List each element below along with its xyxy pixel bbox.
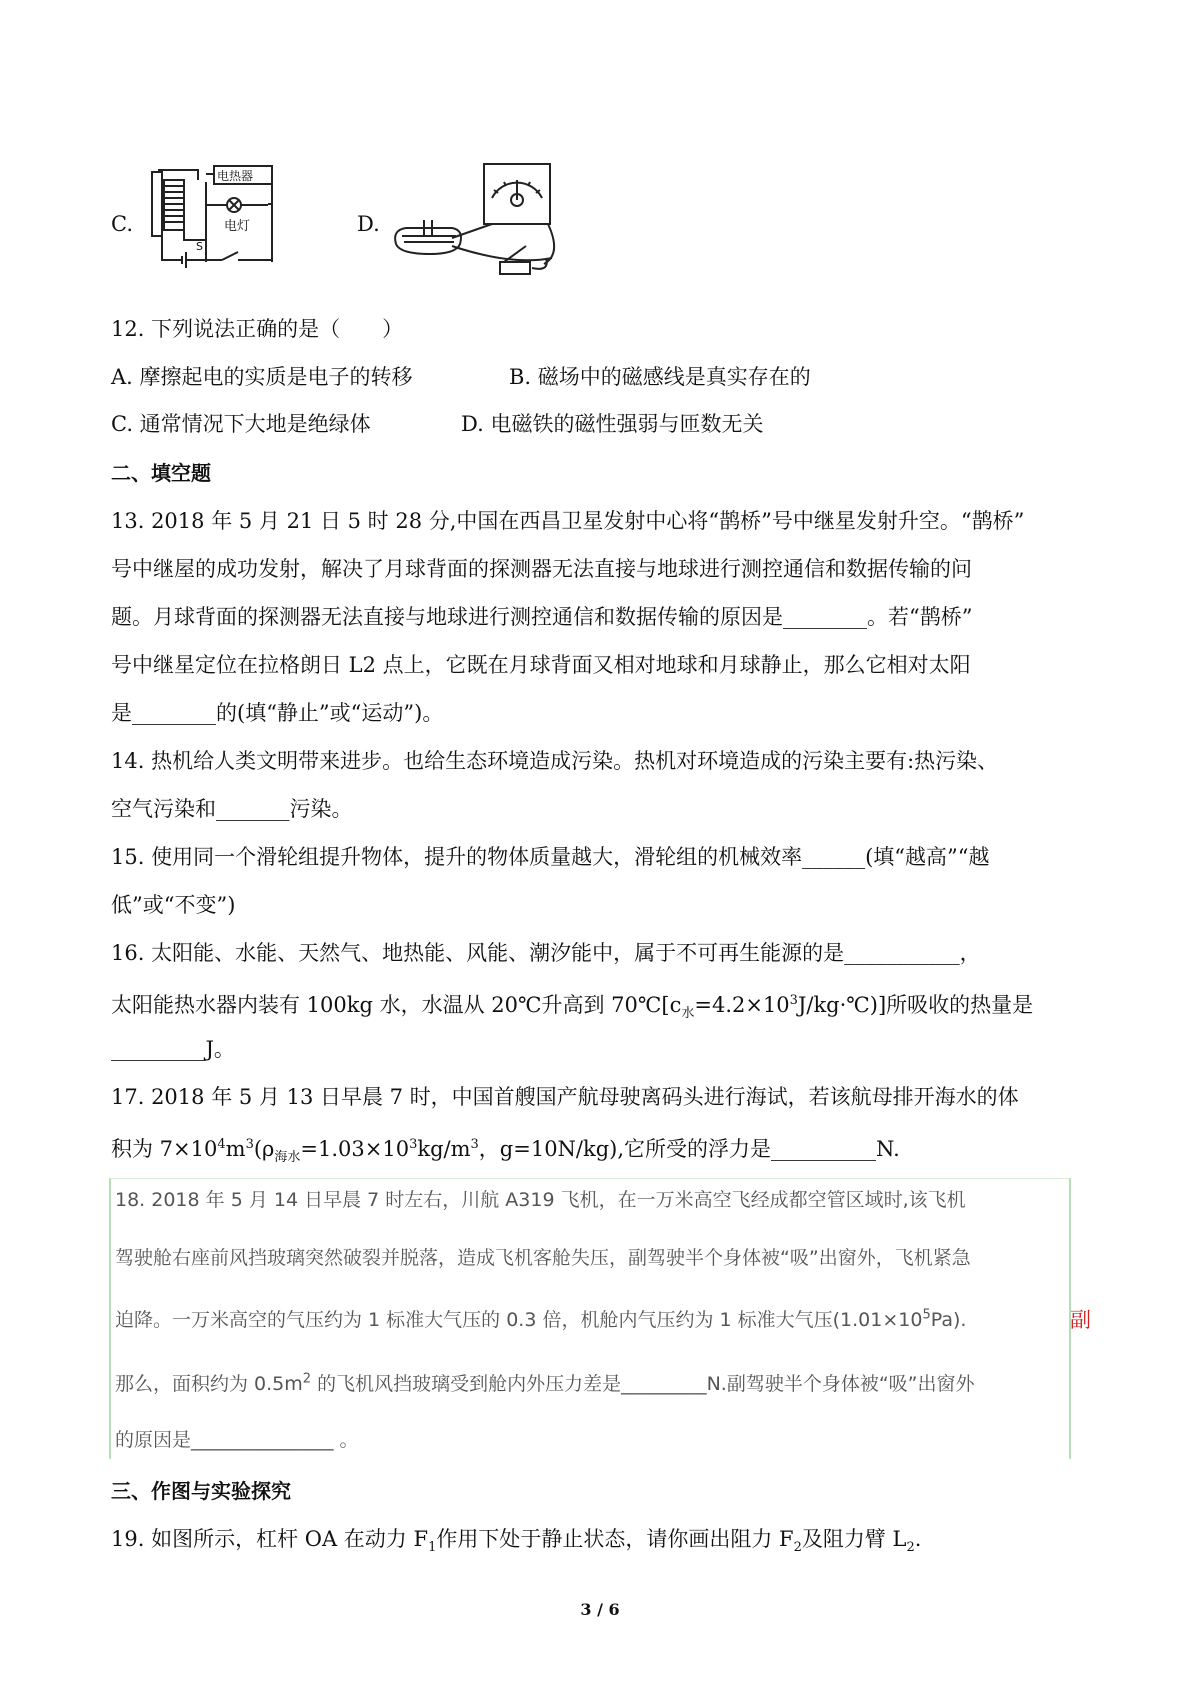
question-16-line-1: 16. 太阳能、水能、天然气、地热能、风能、潮汐能中，属于不可再生能源的是___________， bbox=[111, 941, 981, 965]
section-heading-fill-in: 二、填空题 bbox=[111, 461, 211, 485]
question-17-line-2: 积为 $7\times 10^4m^3(\rho_{海水}=1.03\times 10^3kg/m^3$，g=10N/kg),它所受的浮力是__________N. bbox=[111, 1137, 900, 1166]
question-12-option-d: D. 电磁铁的磁性强弱与匝数无关 bbox=[461, 412, 764, 436]
section-heading-drawing-experiment: 三、作图与实验探究 bbox=[111, 1479, 291, 1503]
option-c-label: C. bbox=[111, 212, 133, 236]
question-13-line-3: 题。月球背面的探测器无法直接与地球进行测控通信和数据传输的原因是________。若“鹊桥” bbox=[111, 605, 973, 629]
electromagnetic-relay-circuit-figure bbox=[148, 160, 276, 282]
option-d-label: D. bbox=[357, 212, 380, 236]
question-16-line-3: _________J。 bbox=[111, 1037, 235, 1061]
question-18-side-mark: 副 bbox=[1070, 1308, 1091, 1332]
galvanometer-induction-figure bbox=[392, 160, 567, 285]
question-18-line-3: 迫降。一万米高空的气压约为 1 标准大气压的 0.3 倍，机舱内气压约为 1 标准大气压$(1.01\times 10^5Pa)$. bbox=[115, 1307, 967, 1331]
question-18-line-1: 18. 2018 年 5 月 14 日早晨 7 时左右，川航 A319 飞机，在一万米高空飞经成都空管区域时,该飞机 bbox=[115, 1189, 966, 1211]
question-18-line-5: 的原因是_______________ 。 bbox=[115, 1429, 359, 1451]
question-15-line-2: 低”或“不变”) bbox=[111, 893, 236, 917]
question-17-line-1: 17. 2018 年 5 月 13 日早晨 7 时，中国首艘国产航母驶离码头进行海试，若该航母排开海水的体 bbox=[111, 1085, 1019, 1109]
question-18-image-block bbox=[109, 1178, 1071, 1459]
question-14-line-2: 空气污染和_______污染。 bbox=[111, 797, 353, 821]
question-18-line-4: 那么，面积约为 $0.5m^2$ 的飞机风挡玻璃受到舱内外压力差是_________N.副驾驶半个身体被“吸”出窗外 bbox=[115, 1371, 975, 1395]
heater-label: 电热器 bbox=[217, 169, 254, 183]
question-16-line-2: 太阳能热水器内装有 100kg 水，水温从 20℃升高到 $70℃[c_水=4.2\times 10^3J/kg\cdot℃)$]所吸收的热量是 bbox=[111, 993, 1034, 1022]
question-12-option-c: C. 通常情况下大地是绝绿体 bbox=[111, 412, 371, 436]
page-number: 3 / 6 bbox=[580, 1600, 620, 1619]
question-12-option-a: A. 摩擦起电的实质是电子的转移 bbox=[111, 365, 413, 389]
lamp-label: 电灯 bbox=[224, 219, 251, 234]
question-13-line-2: 号中继屋的成功发射，解决了月球背面的探测器无法直接与地球进行测控通信和数据传输的问 bbox=[111, 557, 972, 581]
switch-label: S bbox=[196, 240, 203, 253]
question-12-stem: 12. 下列说法正确的是（ ） bbox=[111, 317, 404, 341]
question-13-line-5: 是________的(填“静止”或“运动”)。 bbox=[111, 701, 444, 725]
question-13-line-1: 13. 2018 年 5 月 21 日 5 时 28 分,中国在西昌卫星发射中心将“鹊桥”号中继星发射升空。“鹊桥” bbox=[111, 509, 1025, 533]
question-12-option-b: B. 磁场中的磁感线是真实存在的 bbox=[509, 365, 811, 389]
question-19-text: 19. 如图所示，杠杆 OA 在动力 $F_1$作用下处于静止状态，请你画出阻力 $F_2$及阻力臂 $L_2$. bbox=[111, 1527, 922, 1556]
question-14-line-1: 14. 热机给人类文明带来进步。也给生态环境造成污染。热机对环境造成的污染主要有:热污染、 bbox=[111, 749, 999, 773]
question-18-line-2: 驾驶舱右座前风挡玻璃突然破裂并脱落，造成飞机客舱失压，副驾驶半个身体被“吸”出窗外，飞机紧急 bbox=[115, 1247, 971, 1269]
question-13-line-4: 号中继星定位在拉格朗日 L2 点上，它既在月球背面又相对地球和月球静止，那么它相对太阳 bbox=[111, 653, 971, 677]
question-15-line-1: 15. 使用同一个滑轮组提升物体，提升的物体质量越大，滑轮组的机械效率______(填“越高”“越 bbox=[111, 845, 990, 869]
